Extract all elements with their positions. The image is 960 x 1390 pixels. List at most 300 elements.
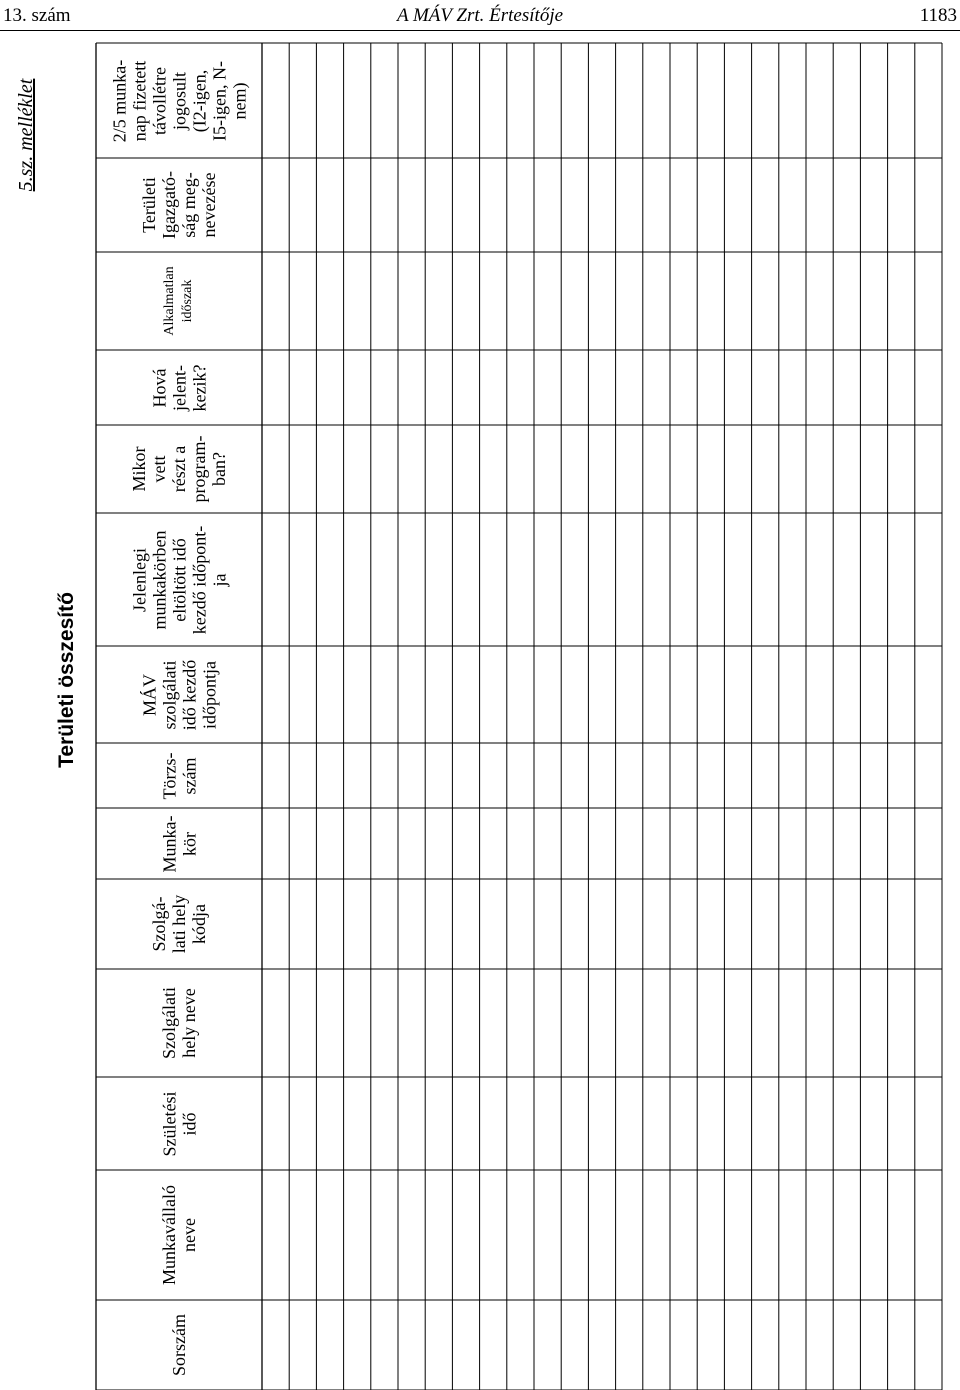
table-cell[interactable] — [425, 879, 452, 969]
table-cell[interactable] — [534, 350, 561, 425]
table-cell[interactable] — [806, 425, 833, 513]
table-cell[interactable] — [779, 969, 806, 1077]
table-cell[interactable] — [507, 646, 534, 743]
table-cell[interactable] — [779, 350, 806, 425]
table-cell[interactable] — [480, 1077, 507, 1170]
table-cell[interactable] — [588, 425, 615, 513]
table-cell[interactable] — [289, 425, 316, 513]
table-cell[interactable] — [344, 1170, 371, 1300]
table-cell[interactable] — [344, 743, 371, 808]
table-cell[interactable] — [915, 425, 942, 513]
table-cell[interactable] — [724, 879, 751, 969]
table-cell[interactable] — [833, 158, 860, 252]
table-cell[interactable] — [588, 513, 615, 646]
table-cell[interactable] — [752, 646, 779, 743]
table-cell[interactable] — [643, 1300, 670, 1390]
table-cell[interactable] — [561, 879, 588, 969]
table-cell[interactable] — [724, 350, 751, 425]
table-cell[interactable] — [643, 513, 670, 646]
table-cell[interactable] — [888, 158, 915, 252]
table-cell[interactable] — [833, 425, 860, 513]
table-cell[interactable] — [452, 43, 479, 158]
table-cell[interactable] — [697, 513, 724, 646]
table-cell[interactable] — [371, 808, 398, 879]
table-cell[interactable] — [262, 252, 289, 350]
table-cell[interactable] — [344, 1077, 371, 1170]
table-cell[interactable] — [507, 1300, 534, 1390]
table-cell[interactable] — [833, 1300, 860, 1390]
table-cell[interactable] — [752, 743, 779, 808]
table-cell[interactable] — [344, 646, 371, 743]
table-cell[interactable] — [588, 1300, 615, 1390]
table-cell[interactable] — [480, 513, 507, 646]
table-cell[interactable] — [860, 1170, 887, 1300]
table-cell[interactable] — [262, 350, 289, 425]
table-cell[interactable] — [915, 743, 942, 808]
table-cell[interactable] — [371, 646, 398, 743]
table-cell[interactable] — [888, 743, 915, 808]
table-cell[interactable] — [643, 646, 670, 743]
table-cell[interactable] — [860, 513, 887, 646]
table-cell[interactable] — [480, 1300, 507, 1390]
table-cell[interactable] — [262, 1077, 289, 1170]
table-cell[interactable] — [344, 513, 371, 646]
table-cell[interactable] — [534, 743, 561, 808]
table-cell[interactable] — [643, 743, 670, 808]
table-cell[interactable] — [507, 158, 534, 252]
table-cell[interactable] — [752, 350, 779, 425]
table-cell[interactable] — [752, 43, 779, 158]
table-cell[interactable] — [588, 43, 615, 158]
table-cell[interactable] — [643, 425, 670, 513]
table-cell[interactable] — [534, 425, 561, 513]
table-cell[interactable] — [697, 743, 724, 808]
table-cell[interactable] — [806, 513, 833, 646]
table-cell[interactable] — [561, 425, 588, 513]
table-cell[interactable] — [724, 743, 751, 808]
table-cell[interactable] — [643, 1077, 670, 1170]
table-cell[interactable] — [371, 252, 398, 350]
table-cell[interactable] — [398, 1170, 425, 1300]
table-cell[interactable] — [833, 646, 860, 743]
table-cell[interactable] — [724, 425, 751, 513]
table-cell[interactable] — [507, 743, 534, 808]
table-cell[interactable] — [452, 513, 479, 646]
table-cell[interactable] — [316, 743, 343, 808]
table-cell[interactable] — [262, 743, 289, 808]
table-cell[interactable] — [425, 158, 452, 252]
table-cell[interactable] — [398, 513, 425, 646]
table-cell[interactable] — [398, 879, 425, 969]
table-cell[interactable] — [697, 252, 724, 350]
table-cell[interactable] — [643, 350, 670, 425]
table-cell[interactable] — [806, 1170, 833, 1300]
table-cell[interactable] — [452, 1077, 479, 1170]
table-cell[interactable] — [860, 252, 887, 350]
table-cell[interactable] — [643, 969, 670, 1077]
table-cell[interactable] — [588, 743, 615, 808]
table-cell[interactable] — [561, 1170, 588, 1300]
table-cell[interactable] — [507, 808, 534, 879]
table-cell[interactable] — [588, 1170, 615, 1300]
table-cell[interactable] — [860, 808, 887, 879]
table-cell[interactable] — [344, 808, 371, 879]
table-cell[interactable] — [289, 743, 316, 808]
table-cell[interactable] — [860, 425, 887, 513]
table-cell[interactable] — [262, 969, 289, 1077]
table-cell[interactable] — [507, 425, 534, 513]
table-cell[interactable] — [371, 43, 398, 158]
table-cell[interactable] — [670, 43, 697, 158]
table-cell[interactable] — [724, 513, 751, 646]
table-cell[interactable] — [806, 1300, 833, 1390]
table-cell[interactable] — [888, 1077, 915, 1170]
table-cell[interactable] — [779, 43, 806, 158]
table-cell[interactable] — [915, 158, 942, 252]
table-cell[interactable] — [752, 425, 779, 513]
table-cell[interactable] — [779, 252, 806, 350]
table-cell[interactable] — [561, 646, 588, 743]
table-cell[interactable] — [262, 513, 289, 646]
table-cell[interactable] — [724, 646, 751, 743]
table-cell[interactable] — [507, 1077, 534, 1170]
table-cell[interactable] — [724, 1077, 751, 1170]
table-cell[interactable] — [316, 1300, 343, 1390]
table-cell[interactable] — [670, 646, 697, 743]
table-cell[interactable] — [833, 43, 860, 158]
table-cell[interactable] — [507, 513, 534, 646]
table-cell[interactable] — [888, 350, 915, 425]
table-cell[interactable] — [643, 1170, 670, 1300]
table-cell[interactable] — [915, 513, 942, 646]
table-cell[interactable] — [262, 1300, 289, 1390]
table-cell[interactable] — [371, 969, 398, 1077]
table-cell[interactable] — [452, 425, 479, 513]
table-cell[interactable] — [616, 43, 643, 158]
table-cell[interactable] — [480, 969, 507, 1077]
table-cell[interactable] — [616, 1170, 643, 1300]
table-cell[interactable] — [915, 969, 942, 1077]
table-cell[interactable] — [534, 1170, 561, 1300]
table-cell[interactable] — [724, 158, 751, 252]
table-cell[interactable] — [371, 1170, 398, 1300]
table-cell[interactable] — [806, 969, 833, 1077]
table-cell[interactable] — [561, 158, 588, 252]
table-cell[interactable] — [616, 158, 643, 252]
table-cell[interactable] — [452, 879, 479, 969]
table-cell[interactable] — [507, 252, 534, 350]
table-cell[interactable] — [779, 1170, 806, 1300]
table-cell[interactable] — [806, 743, 833, 808]
table-cell[interactable] — [344, 969, 371, 1077]
table-cell[interactable] — [888, 879, 915, 969]
table-cell[interactable] — [752, 513, 779, 646]
table-cell[interactable] — [425, 646, 452, 743]
table-cell[interactable] — [534, 158, 561, 252]
table-cell[interactable] — [289, 513, 316, 646]
table-cell[interactable] — [915, 1300, 942, 1390]
table-cell[interactable] — [697, 879, 724, 969]
table-cell[interactable] — [860, 743, 887, 808]
table-cell[interactable] — [915, 1170, 942, 1300]
table-cell[interactable] — [724, 1300, 751, 1390]
table-cell[interactable] — [697, 1300, 724, 1390]
table-cell[interactable] — [289, 808, 316, 879]
table-cell[interactable] — [371, 425, 398, 513]
table-cell[interactable] — [779, 808, 806, 879]
table-cell[interactable] — [534, 646, 561, 743]
table-cell[interactable] — [860, 1077, 887, 1170]
table-cell[interactable] — [616, 879, 643, 969]
table-cell[interactable] — [588, 808, 615, 879]
table-cell[interactable] — [316, 879, 343, 969]
table-cell[interactable] — [316, 43, 343, 158]
table-cell[interactable] — [779, 1300, 806, 1390]
table-cell[interactable] — [289, 969, 316, 1077]
table-cell[interactable] — [915, 252, 942, 350]
table-cell[interactable] — [371, 1300, 398, 1390]
table-cell[interactable] — [697, 646, 724, 743]
table-cell[interactable] — [643, 158, 670, 252]
table-cell[interactable] — [452, 1300, 479, 1390]
table-cell[interactable] — [779, 158, 806, 252]
table-cell[interactable] — [860, 879, 887, 969]
table-cell[interactable] — [724, 1170, 751, 1300]
table-cell[interactable] — [616, 1077, 643, 1170]
table-cell[interactable] — [643, 879, 670, 969]
table-cell[interactable] — [452, 743, 479, 808]
table-cell[interactable] — [452, 158, 479, 252]
table-cell[interactable] — [398, 1077, 425, 1170]
table-cell[interactable] — [915, 1077, 942, 1170]
table-cell[interactable] — [344, 1300, 371, 1390]
table-cell[interactable] — [833, 1077, 860, 1170]
table-cell[interactable] — [507, 43, 534, 158]
table-cell[interactable] — [806, 879, 833, 969]
table-cell[interactable] — [806, 808, 833, 879]
table-cell[interactable] — [752, 1300, 779, 1390]
table-cell[interactable] — [316, 1170, 343, 1300]
table-cell[interactable] — [480, 1170, 507, 1300]
table-cell[interactable] — [398, 808, 425, 879]
table-cell[interactable] — [507, 1170, 534, 1300]
table-cell[interactable] — [833, 1170, 860, 1300]
table-cell[interactable] — [616, 808, 643, 879]
table-cell[interactable] — [915, 879, 942, 969]
table-cell[interactable] — [398, 743, 425, 808]
table-cell[interactable] — [833, 879, 860, 969]
table-cell[interactable] — [860, 969, 887, 1077]
table-cell[interactable] — [561, 1300, 588, 1390]
table-cell[interactable] — [888, 1170, 915, 1300]
table-cell[interactable] — [616, 425, 643, 513]
table-cell[interactable] — [724, 43, 751, 158]
table-cell[interactable] — [289, 158, 316, 252]
table-cell[interactable] — [480, 252, 507, 350]
table-cell[interactable] — [344, 879, 371, 969]
table-cell[interactable] — [697, 43, 724, 158]
table-cell[interactable] — [616, 743, 643, 808]
table-cell[interactable] — [915, 43, 942, 158]
table-cell[interactable] — [425, 1077, 452, 1170]
table-cell[interactable] — [670, 513, 697, 646]
table-cell[interactable] — [452, 252, 479, 350]
table-cell[interactable] — [752, 1077, 779, 1170]
table-cell[interactable] — [752, 969, 779, 1077]
table-cell[interactable] — [507, 879, 534, 969]
table-cell[interactable] — [534, 879, 561, 969]
table-cell[interactable] — [806, 1077, 833, 1170]
table-cell[interactable] — [561, 350, 588, 425]
table-cell[interactable] — [398, 969, 425, 1077]
table-cell[interactable] — [888, 808, 915, 879]
table-cell[interactable] — [452, 969, 479, 1077]
table-cell[interactable] — [697, 1077, 724, 1170]
table-cell[interactable] — [724, 252, 751, 350]
table-cell[interactable] — [452, 1170, 479, 1300]
table-cell[interactable] — [860, 350, 887, 425]
table-cell[interactable] — [752, 158, 779, 252]
table-cell[interactable] — [316, 252, 343, 350]
table-cell[interactable] — [833, 808, 860, 879]
table-cell[interactable] — [452, 350, 479, 425]
table-cell[interactable] — [833, 350, 860, 425]
table-cell[interactable] — [588, 158, 615, 252]
table-cell[interactable] — [398, 646, 425, 743]
table-cell[interactable] — [534, 43, 561, 158]
table-cell[interactable] — [561, 43, 588, 158]
table-cell[interactable] — [616, 350, 643, 425]
table-cell[interactable] — [398, 158, 425, 252]
table-cell[interactable] — [833, 252, 860, 350]
table-cell[interactable] — [425, 1170, 452, 1300]
table-cell[interactable] — [371, 158, 398, 252]
table-cell[interactable] — [316, 969, 343, 1077]
table-cell[interactable] — [534, 808, 561, 879]
table-cell[interactable] — [915, 646, 942, 743]
table-cell[interactable] — [316, 158, 343, 252]
table-cell[interactable] — [888, 425, 915, 513]
table-cell[interactable] — [588, 350, 615, 425]
table-cell[interactable] — [643, 252, 670, 350]
table-cell[interactable] — [452, 808, 479, 879]
table-cell[interactable] — [262, 646, 289, 743]
table-cell[interactable] — [398, 350, 425, 425]
table-cell[interactable] — [670, 158, 697, 252]
table-cell[interactable] — [371, 513, 398, 646]
table-cell[interactable] — [561, 1077, 588, 1170]
table-cell[interactable] — [670, 252, 697, 350]
table-cell[interactable] — [289, 43, 316, 158]
table-cell[interactable] — [833, 513, 860, 646]
table-cell[interactable] — [507, 350, 534, 425]
table-cell[interactable] — [480, 743, 507, 808]
table-cell[interactable] — [915, 350, 942, 425]
table-cell[interactable] — [425, 513, 452, 646]
table-cell[interactable] — [371, 350, 398, 425]
table-cell[interactable] — [534, 1300, 561, 1390]
table-cell[interactable] — [344, 425, 371, 513]
table-cell[interactable] — [724, 808, 751, 879]
table-cell[interactable] — [779, 513, 806, 646]
table-cell[interactable] — [480, 158, 507, 252]
table-cell[interactable] — [425, 743, 452, 808]
table-cell[interactable] — [860, 158, 887, 252]
table-cell[interactable] — [752, 879, 779, 969]
table-cell[interactable] — [616, 252, 643, 350]
table-cell[interactable] — [806, 252, 833, 350]
table-cell[interactable] — [344, 43, 371, 158]
table-cell[interactable] — [262, 879, 289, 969]
table-cell[interactable] — [289, 1300, 316, 1390]
table-cell[interactable] — [697, 1170, 724, 1300]
table-cell[interactable] — [670, 350, 697, 425]
table-cell[interactable] — [806, 350, 833, 425]
table-cell[interactable] — [425, 425, 452, 513]
table-cell[interactable] — [507, 969, 534, 1077]
table-cell[interactable] — [888, 513, 915, 646]
table-cell[interactable] — [588, 1077, 615, 1170]
table-cell[interactable] — [643, 43, 670, 158]
table-cell[interactable] — [534, 513, 561, 646]
table-cell[interactable] — [806, 43, 833, 158]
table-cell[interactable] — [670, 1300, 697, 1390]
table-cell[interactable] — [316, 646, 343, 743]
table-cell[interactable] — [316, 808, 343, 879]
table-cell[interactable] — [561, 743, 588, 808]
table-cell[interactable] — [480, 646, 507, 743]
table-cell[interactable] — [833, 743, 860, 808]
table-cell[interactable] — [697, 158, 724, 252]
table-cell[interactable] — [425, 808, 452, 879]
table-cell[interactable] — [752, 808, 779, 879]
table-cell[interactable] — [262, 158, 289, 252]
table-cell[interactable] — [752, 1170, 779, 1300]
table-cell[interactable] — [534, 1077, 561, 1170]
table-cell[interactable] — [779, 743, 806, 808]
table-cell[interactable] — [371, 743, 398, 808]
table-cell[interactable] — [670, 425, 697, 513]
table-cell[interactable] — [806, 158, 833, 252]
table-cell[interactable] — [670, 1170, 697, 1300]
table-cell[interactable] — [316, 1077, 343, 1170]
table-cell[interactable] — [398, 425, 425, 513]
table-cell[interactable] — [262, 425, 289, 513]
table-cell[interactable] — [561, 969, 588, 1077]
table-cell[interactable] — [915, 808, 942, 879]
table-cell[interactable] — [697, 425, 724, 513]
table-cell[interactable] — [289, 1077, 316, 1170]
table-cell[interactable] — [616, 1300, 643, 1390]
table-cell[interactable] — [289, 646, 316, 743]
table-cell[interactable] — [480, 808, 507, 879]
table-cell[interactable] — [344, 158, 371, 252]
table-cell[interactable] — [480, 43, 507, 158]
table-cell[interactable] — [779, 646, 806, 743]
table-cell[interactable] — [888, 969, 915, 1077]
table-cell[interactable] — [697, 808, 724, 879]
table-cell[interactable] — [888, 252, 915, 350]
table-cell[interactable] — [779, 425, 806, 513]
table-cell[interactable] — [289, 350, 316, 425]
table-cell[interactable] — [616, 646, 643, 743]
table-cell[interactable] — [888, 1300, 915, 1390]
table-cell[interactable] — [534, 969, 561, 1077]
table-cell[interactable] — [425, 1300, 452, 1390]
table-cell[interactable] — [806, 646, 833, 743]
table-cell[interactable] — [344, 350, 371, 425]
table-cell[interactable] — [561, 252, 588, 350]
